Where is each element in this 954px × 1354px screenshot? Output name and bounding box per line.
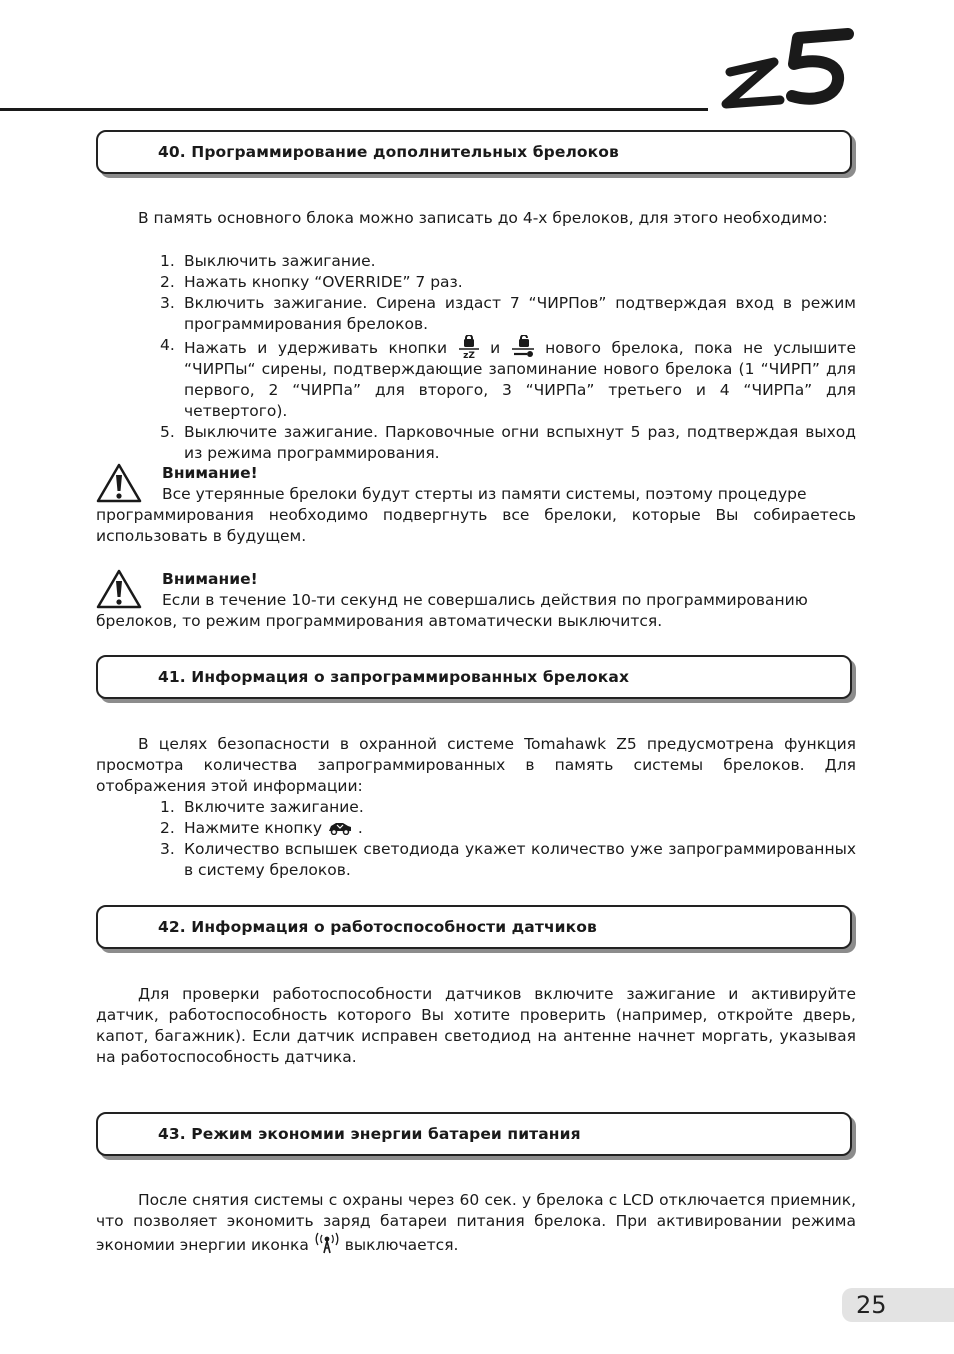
list-item: 3. Количество вспышек светодиода укажет количество уже запрограммированных в систему брелоков. xyxy=(160,840,856,879)
svg-text:zZ: zZ xyxy=(462,351,475,359)
page-number-tab xyxy=(842,1288,954,1322)
list-item: 5. Выключите зажигание. Парковочные огни вспыхнут 5 раз, подтверждая выход из режима программирования. xyxy=(160,423,856,462)
antenna-signal-icon xyxy=(314,1232,340,1254)
car-button-icon xyxy=(327,819,353,835)
section-41-content xyxy=(96,734,856,881)
list-item: 4. Нажать и удерживать кнопки zZ и нового брелока, пока не услышите “ЧИРПы“ сирены, подтверждающие запоминание нового брелока (1 “ЧИРП” для первого, 2 “ЧИРПа” для второго, 3 “ЧИРПа” третьего и 4 “ЧИРПа” для четвертого). xyxy=(160,336,856,420)
section-40-title: 40. Программирование дополнительных брелоков xyxy=(158,143,619,161)
warning-2-title: Внимание! xyxy=(162,570,258,588)
warning-1 xyxy=(96,463,856,547)
section-43-content xyxy=(96,1190,856,1256)
list-item: 3. Включить зажигание. Сирена издаст 7 “ЧИРПов” подтверждая вход в режим программирования брелоков. xyxy=(160,294,856,333)
section-41-heading xyxy=(96,655,852,699)
section-42-title: 42. Информация о работоспособности датчиков xyxy=(158,918,597,936)
z5-logo xyxy=(716,28,856,120)
section-40-heading xyxy=(96,130,852,174)
warning-1-title: Внимание! xyxy=(162,464,258,482)
section-41-steps xyxy=(96,797,856,881)
warning-2-text: Если в течение 10-ти секунд не совершались действия по программированию брелоков, то режим программирования автоматически выключится. xyxy=(96,591,808,630)
list-item: 2. Нажать кнопку “OVERRIDE” 7 раз. xyxy=(160,273,463,291)
warning-1-text: Все утерянные брелоки будут стерты из памяти системы, поэтому процедуре программирования необходимо подвергнуть все брелоки, которые Вы собираетесь использовать в будущем. xyxy=(96,485,856,545)
warning-triangle-icon xyxy=(96,569,142,609)
list-item: 2. Нажмите кнопку . xyxy=(160,819,363,837)
header-rule xyxy=(0,108,708,111)
list-item: 1. Выключить зажигание. xyxy=(160,252,376,270)
lock-zz-icon xyxy=(458,335,480,359)
warning-triangle-icon xyxy=(96,463,142,503)
section-43-heading xyxy=(96,1112,852,1156)
warning-2 xyxy=(96,569,856,632)
section-40-steps xyxy=(96,251,856,464)
section-41-title: 41. Информация о запрограммированных брелоках xyxy=(158,668,630,686)
section-40-intro: В память основного блока можно записать до 4-х брелоков, для этого необходимо: xyxy=(138,209,828,227)
page-number: 25 xyxy=(856,1291,887,1319)
section-42-body: Для проверки работоспособности датчиков включите зажигание и активируйте датчик, работоспособность которого Вы хотите проверить (например, откройте дверь, капот, багажник). Если датчик исправен светодиод на антенне начнет моргать, указывая на работоспособность датчика. xyxy=(96,985,856,1066)
section-42-heading xyxy=(96,905,852,949)
section-40-content xyxy=(96,208,856,464)
section-41-intro: В целях безопасности в охранной системе Tomahawk Z5 предусмотрена функция просмотра количества запрограммированных в память системы брелоков. Для отображения этой информации: xyxy=(96,735,856,795)
section-42-content xyxy=(96,984,856,1068)
section-43-title: 43. Режим экономии энергии батареи питания xyxy=(158,1125,581,1143)
unlock-key-icon xyxy=(511,335,535,359)
section-43-body: После снятия системы с охраны через 60 сек. у брелока с LCD отключается приемник, что позволяет экономить заряд батареи питания брелока. При активировании режима экономии энергии иконка выключается. xyxy=(96,1191,856,1254)
list-item: 1. Включите зажигание. xyxy=(160,798,364,816)
